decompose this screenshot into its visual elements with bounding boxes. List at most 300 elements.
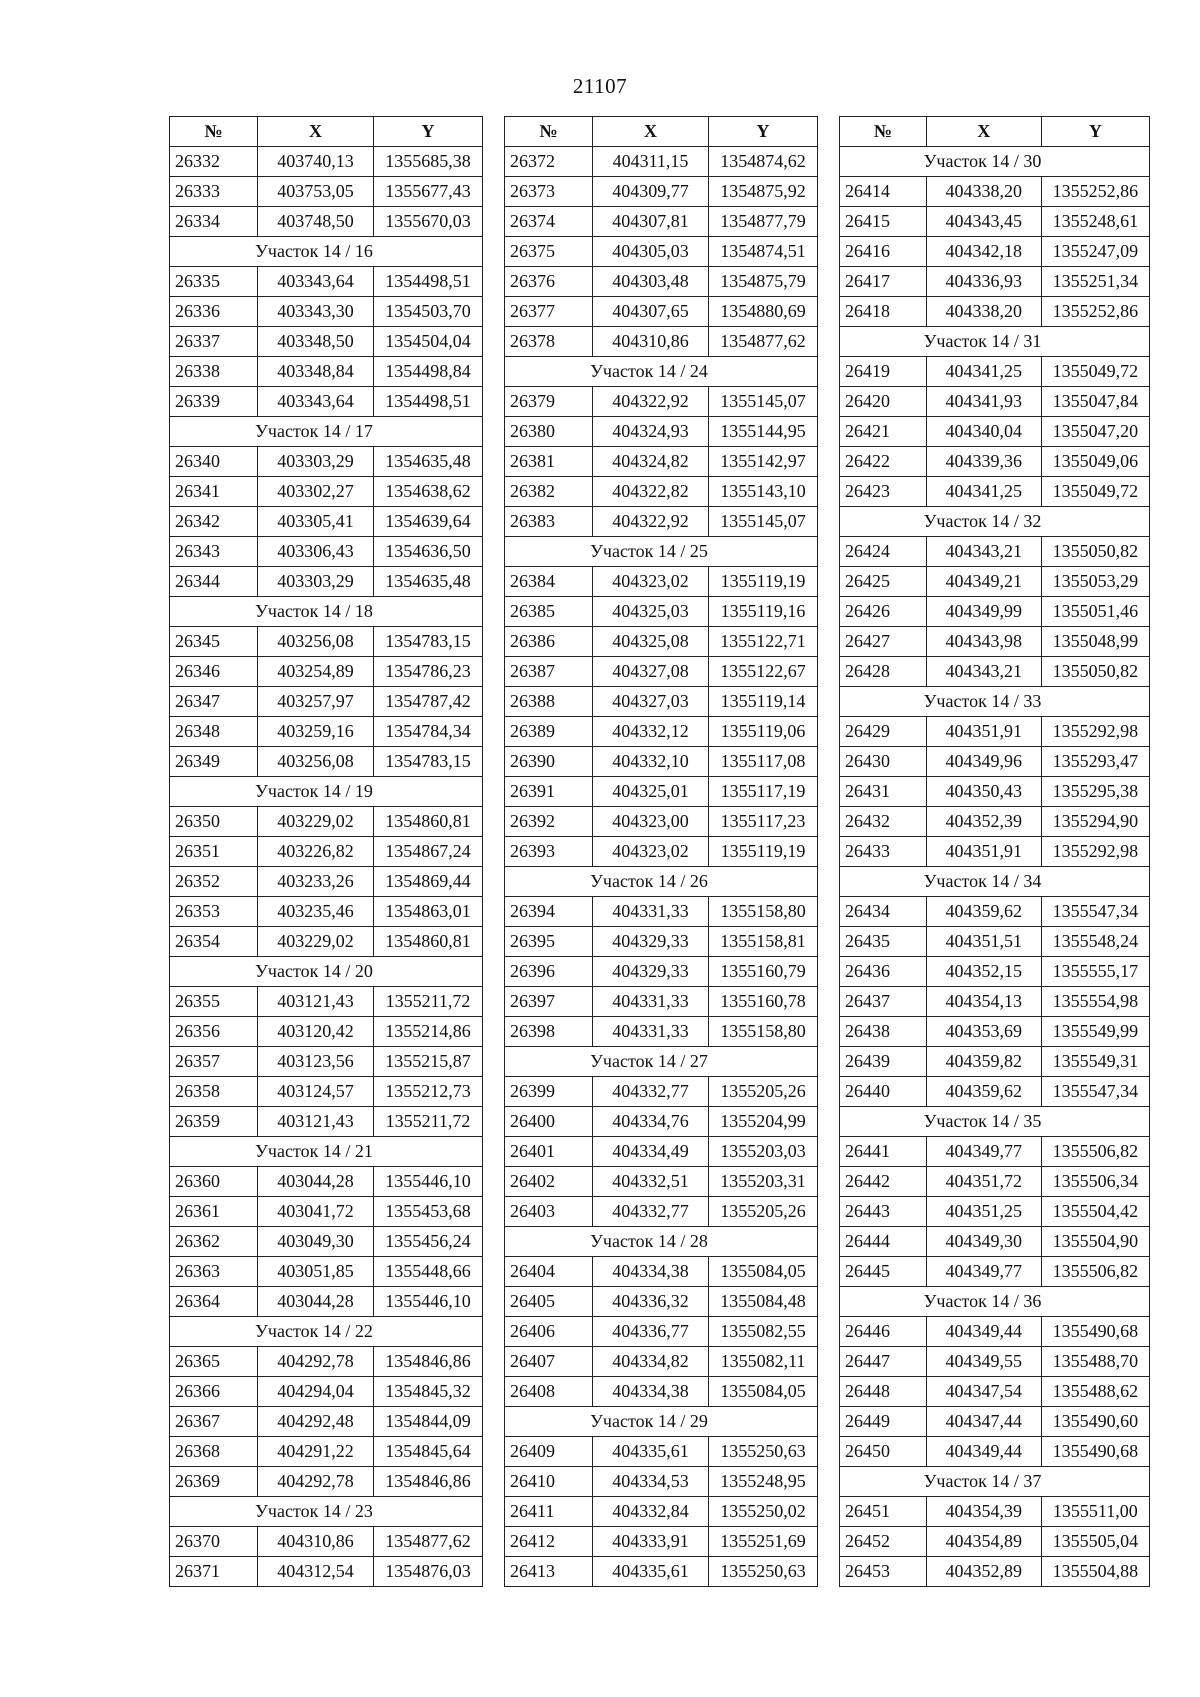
y-coordinate: 1354638,62 (374, 477, 483, 507)
point-number: 26435 (840, 927, 927, 957)
y-coordinate: 1355158,81 (709, 927, 818, 957)
point-number: 26387 (505, 657, 593, 687)
point-number: 26430 (840, 747, 927, 777)
x-coordinate: 404303,48 (593, 267, 709, 297)
x-coordinate: 403049,30 (258, 1227, 374, 1257)
y-coordinate: 1355506,82 (1041, 1137, 1149, 1167)
x-coordinate: 404332,12 (593, 717, 709, 747)
table-row (505, 1197, 818, 1227)
y-coordinate: 1354860,81 (374, 927, 483, 957)
table-row (505, 567, 818, 597)
point-number: 26450 (840, 1437, 927, 1467)
point-number: 26409 (505, 1437, 593, 1467)
point-number: 26375 (505, 237, 593, 267)
table-row (170, 1017, 483, 1047)
table-row (840, 897, 1150, 927)
y-coordinate: 1354880,69 (709, 297, 818, 327)
y-coordinate: 1354498,84 (374, 357, 483, 387)
x-coordinate: 404291,22 (258, 1437, 374, 1467)
table-row (170, 837, 483, 867)
table-row (505, 387, 818, 417)
x-coordinate: 404349,44 (926, 1317, 1041, 1347)
table-row (170, 747, 483, 777)
x-coordinate: 404359,62 (926, 897, 1041, 927)
table-row (840, 837, 1150, 867)
table-row (840, 387, 1150, 417)
x-coordinate: 403259,16 (258, 717, 374, 747)
table-row (840, 657, 1150, 687)
x-coordinate: 404323,00 (593, 807, 709, 837)
y-coordinate: 1355547,34 (1041, 897, 1149, 927)
table-row (170, 897, 483, 927)
y-coordinate: 1354875,92 (709, 177, 818, 207)
point-number: 26382 (505, 477, 593, 507)
table-row (840, 957, 1150, 987)
point-number: 26425 (840, 567, 927, 597)
point-number: 26363 (170, 1257, 258, 1287)
y-coordinate: 1355488,70 (1041, 1347, 1149, 1377)
section-title: Участок 14 / 23 (255, 1501, 373, 1521)
point-number: 26340 (170, 447, 258, 477)
point-number: 26380 (505, 417, 593, 447)
y-coordinate: 1355549,99 (1041, 1017, 1149, 1047)
y-coordinate: 1355248,61 (1041, 207, 1149, 237)
y-coordinate: 1355047,20 (1041, 417, 1149, 447)
x-coordinate: 404338,20 (926, 297, 1041, 327)
x-coordinate: 404351,72 (926, 1167, 1041, 1197)
x-coordinate: 404349,30 (926, 1227, 1041, 1257)
table-row (505, 1377, 818, 1407)
table-row (840, 1407, 1150, 1437)
table-row (840, 747, 1150, 777)
point-number: 26388 (505, 687, 593, 717)
table-row (505, 1437, 818, 1467)
y-coordinate: 1355252,86 (1041, 297, 1149, 327)
y-coordinate: 1354635,48 (374, 447, 483, 477)
section-title: Участок 14 / 22 (255, 1321, 373, 1341)
point-number: 26419 (840, 357, 927, 387)
section-title: Участок 14 / 36 (923, 1291, 1042, 1311)
table-row (170, 1107, 483, 1137)
x-coordinate: 404335,61 (593, 1557, 709, 1587)
y-coordinate: 1354875,79 (709, 267, 818, 297)
x-coordinate: 404329,33 (593, 957, 709, 987)
y-coordinate: 1355049,72 (1041, 477, 1149, 507)
y-coordinate: 1355292,98 (1041, 837, 1149, 867)
x-coordinate: 403120,42 (258, 1017, 374, 1047)
y-coordinate: 1355143,10 (709, 477, 818, 507)
x-coordinate: 404336,77 (593, 1317, 709, 1347)
point-number: 26362 (170, 1227, 258, 1257)
y-coordinate: 1354874,62 (709, 147, 818, 177)
x-coordinate: 404349,44 (926, 1437, 1041, 1467)
y-coordinate: 1354787,42 (374, 687, 483, 717)
table-row (170, 1377, 483, 1407)
y-coordinate: 1355142,97 (709, 447, 818, 477)
table-row (170, 1557, 483, 1587)
point-number: 26345 (170, 627, 258, 657)
x-coordinate: 404307,81 (593, 207, 709, 237)
y-coordinate: 1355547,34 (1041, 1077, 1149, 1107)
point-number: 26453 (840, 1557, 927, 1587)
table-row (505, 1017, 818, 1047)
table-row (840, 1557, 1150, 1587)
section-row (170, 237, 483, 267)
y-coordinate: 1355050,82 (1041, 537, 1149, 567)
y-coordinate: 1355490,60 (1041, 1407, 1149, 1437)
point-number: 26402 (505, 1167, 593, 1197)
x-coordinate: 404325,03 (593, 597, 709, 627)
x-coordinate: 404331,33 (593, 897, 709, 927)
x-coordinate: 403044,28 (258, 1167, 374, 1197)
y-coordinate: 1355505,04 (1041, 1527, 1149, 1557)
table-row (170, 1407, 483, 1437)
y-coordinate: 1355488,62 (1041, 1377, 1149, 1407)
table-row (170, 1047, 483, 1077)
y-coordinate: 1355548,24 (1041, 927, 1149, 957)
y-coordinate: 1355048,99 (1041, 627, 1149, 657)
x-coordinate: 404331,33 (593, 987, 709, 1017)
point-number: 26420 (840, 387, 927, 417)
y-coordinate: 1355250,63 (709, 1437, 818, 1467)
y-coordinate: 1355204,99 (709, 1107, 818, 1137)
x-coordinate: 404352,15 (926, 957, 1041, 987)
x-coordinate: 404347,54 (926, 1377, 1041, 1407)
point-number: 26408 (505, 1377, 593, 1407)
section-row (170, 777, 483, 807)
x-coordinate: 404292,78 (258, 1347, 374, 1377)
table-row (505, 1347, 818, 1377)
point-number: 26448 (840, 1377, 927, 1407)
section-row (170, 1137, 483, 1167)
y-coordinate: 1355490,68 (1041, 1437, 1149, 1467)
point-number: 26342 (170, 507, 258, 537)
header-row (505, 117, 818, 147)
x-coordinate: 404339,36 (926, 447, 1041, 477)
table-row (505, 987, 818, 1017)
y-coordinate: 1355685,38 (374, 147, 483, 177)
section-row (170, 597, 483, 627)
y-coordinate: 1355555,17 (1041, 957, 1149, 987)
point-number: 26378 (505, 327, 593, 357)
section-title: Участок 14 / 25 (590, 541, 708, 561)
table-row (505, 657, 818, 687)
x-coordinate: 404292,48 (258, 1407, 374, 1437)
header-row (840, 117, 1150, 147)
point-number: 26412 (505, 1527, 593, 1557)
point-number: 26415 (840, 207, 927, 237)
point-number: 26397 (505, 987, 593, 1017)
y-coordinate: 1354783,15 (374, 747, 483, 777)
point-number: 26335 (170, 267, 258, 297)
y-coordinate: 1355145,07 (709, 507, 818, 537)
table-row (505, 1077, 818, 1107)
table-row (840, 1017, 1150, 1047)
y-coordinate: 1355554,98 (1041, 987, 1149, 1017)
point-number: 26432 (840, 807, 927, 837)
table-row (505, 897, 818, 927)
y-coordinate: 1355251,34 (1041, 267, 1149, 297)
section-row (840, 1107, 1150, 1137)
y-coordinate: 1355053,29 (1041, 567, 1149, 597)
y-coordinate: 1355051,46 (1041, 597, 1149, 627)
y-coordinate: 1355144,95 (709, 417, 818, 447)
y-coordinate: 1355293,47 (1041, 747, 1149, 777)
y-coordinate: 1354877,62 (374, 1527, 483, 1557)
section-title: Участок 14 / 34 (923, 871, 1042, 891)
y-coordinate: 1355212,73 (374, 1077, 483, 1107)
table-row (505, 627, 818, 657)
x-coordinate: 403303,29 (258, 567, 374, 597)
x-coordinate: 404341,25 (926, 357, 1041, 387)
point-number: 26445 (840, 1257, 927, 1287)
table-row (840, 777, 1150, 807)
coordinate-table (839, 116, 1150, 1587)
table-row (840, 1347, 1150, 1377)
section-title: Участок 14 / 16 (255, 241, 373, 261)
point-number: 26358 (170, 1077, 258, 1107)
x-coordinate: 404347,44 (926, 1407, 1041, 1437)
table-row (840, 567, 1150, 597)
x-coordinate: 404334,38 (593, 1257, 709, 1287)
x-coordinate: 404323,02 (593, 567, 709, 597)
x-coordinate: 404322,82 (593, 477, 709, 507)
x-coordinate: 404359,82 (926, 1047, 1041, 1077)
section-title: Участок 14 / 20 (255, 961, 373, 981)
x-coordinate: 403233,26 (258, 867, 374, 897)
x-coordinate: 403348,50 (258, 327, 374, 357)
table-row (840, 447, 1150, 477)
table-row (505, 597, 818, 627)
x-coordinate: 403044,28 (258, 1287, 374, 1317)
point-number: 26421 (840, 417, 927, 447)
x-coordinate: 404334,82 (593, 1347, 709, 1377)
point-number: 26414 (840, 177, 927, 207)
y-coordinate: 1355122,67 (709, 657, 818, 687)
x-coordinate: 404324,82 (593, 447, 709, 477)
point-number: 26374 (505, 207, 593, 237)
point-number: 26356 (170, 1017, 258, 1047)
table-row (505, 1527, 818, 1557)
y-coordinate: 1355119,19 (709, 567, 818, 597)
y-coordinate: 1355158,80 (709, 1017, 818, 1047)
table-row (840, 717, 1150, 747)
point-number: 26418 (840, 297, 927, 327)
y-coordinate: 1355446,10 (374, 1287, 483, 1317)
y-coordinate: 1354876,03 (374, 1557, 483, 1587)
point-number: 26334 (170, 207, 258, 237)
point-number: 26350 (170, 807, 258, 837)
column-header-y: Y (709, 117, 818, 147)
table-row (840, 417, 1150, 447)
x-coordinate: 404349,77 (926, 1257, 1041, 1287)
x-coordinate: 404354,39 (926, 1497, 1041, 1527)
table-row (170, 447, 483, 477)
y-coordinate: 1355511,00 (1041, 1497, 1149, 1527)
table-row (840, 1317, 1150, 1347)
x-coordinate: 403305,41 (258, 507, 374, 537)
y-coordinate: 1355047,84 (1041, 387, 1149, 417)
point-number: 26348 (170, 717, 258, 747)
section-row (840, 1467, 1150, 1497)
table-row (170, 1467, 483, 1497)
table-row (840, 1047, 1150, 1077)
x-coordinate: 403257,97 (258, 687, 374, 717)
x-coordinate: 403256,08 (258, 627, 374, 657)
x-coordinate: 403254,89 (258, 657, 374, 687)
y-coordinate: 1355453,68 (374, 1197, 483, 1227)
point-number: 26355 (170, 987, 258, 1017)
coordinate-table (169, 116, 483, 1587)
y-coordinate: 1355215,87 (374, 1047, 483, 1077)
x-coordinate: 404336,93 (926, 267, 1041, 297)
point-number: 26337 (170, 327, 258, 357)
x-coordinate: 403748,50 (258, 207, 374, 237)
table-row (170, 867, 483, 897)
section-row (505, 867, 818, 897)
section-title: Участок 14 / 32 (923, 511, 1042, 531)
page-number: 21107 (572, 74, 628, 98)
x-coordinate: 404332,51 (593, 1167, 709, 1197)
section-title: Участок 14 / 35 (923, 1111, 1042, 1131)
point-number: 26369 (170, 1467, 258, 1497)
x-coordinate: 404324,93 (593, 417, 709, 447)
x-coordinate: 404338,20 (926, 177, 1041, 207)
table-row (505, 207, 818, 237)
x-coordinate: 404335,61 (593, 1437, 709, 1467)
x-coordinate: 404332,77 (593, 1077, 709, 1107)
table-row (505, 297, 818, 327)
point-number: 26439 (840, 1047, 927, 1077)
point-number: 26370 (170, 1527, 258, 1557)
y-coordinate: 1355294,90 (1041, 807, 1149, 837)
x-coordinate: 404349,77 (926, 1137, 1041, 1167)
table-row (840, 987, 1150, 1017)
point-number: 26422 (840, 447, 927, 477)
y-coordinate: 1355456,24 (374, 1227, 483, 1257)
y-coordinate: 1355677,43 (374, 177, 483, 207)
point-number: 26376 (505, 267, 593, 297)
section-row (840, 327, 1150, 357)
x-coordinate: 403226,82 (258, 837, 374, 867)
table-row (170, 1077, 483, 1107)
point-number: 26353 (170, 897, 258, 927)
table-row (170, 327, 483, 357)
table-row (505, 1137, 818, 1167)
point-number: 26377 (505, 297, 593, 327)
point-number: 26360 (170, 1167, 258, 1197)
point-number: 26364 (170, 1287, 258, 1317)
point-number: 26427 (840, 627, 927, 657)
section-row (170, 1317, 483, 1347)
point-number: 26398 (505, 1017, 593, 1047)
section-title: Участок 14 / 33 (923, 691, 1042, 711)
x-coordinate: 404349,99 (926, 597, 1041, 627)
section-title: Участок 14 / 24 (590, 361, 708, 381)
table-row (505, 1497, 818, 1527)
x-coordinate: 403124,57 (258, 1077, 374, 1107)
section-title: Участок 14 / 21 (255, 1141, 373, 1161)
x-coordinate: 404336,32 (593, 1287, 709, 1317)
point-number: 26438 (840, 1017, 927, 1047)
point-number: 26339 (170, 387, 258, 417)
x-coordinate: 404305,03 (593, 237, 709, 267)
y-coordinate: 1355248,95 (709, 1467, 818, 1497)
point-number: 26424 (840, 537, 927, 567)
y-coordinate: 1355084,05 (709, 1257, 818, 1287)
table-row (170, 537, 483, 567)
x-coordinate: 404343,21 (926, 657, 1041, 687)
section-row (840, 687, 1150, 717)
point-number: 26357 (170, 1047, 258, 1077)
table-row (505, 237, 818, 267)
table-row (170, 147, 483, 177)
point-number: 26389 (505, 717, 593, 747)
x-coordinate: 404294,04 (258, 1377, 374, 1407)
point-number: 26343 (170, 537, 258, 567)
point-number: 26416 (840, 237, 927, 267)
table-row (840, 597, 1150, 627)
point-number: 26426 (840, 597, 927, 627)
point-number: 26367 (170, 1407, 258, 1437)
table-row (505, 1287, 818, 1317)
y-coordinate: 1354877,79 (709, 207, 818, 237)
table-row (170, 1437, 483, 1467)
x-coordinate: 404334,38 (593, 1377, 709, 1407)
x-coordinate: 404351,91 (926, 717, 1041, 747)
point-number: 26368 (170, 1437, 258, 1467)
point-number: 26403 (505, 1197, 593, 1227)
point-number: 26444 (840, 1227, 927, 1257)
x-coordinate: 404353,69 (926, 1017, 1041, 1047)
point-number: 26344 (170, 567, 258, 597)
table-row (170, 1287, 483, 1317)
point-number: 26399 (505, 1077, 593, 1107)
x-coordinate: 403343,64 (258, 387, 374, 417)
table-row (505, 447, 818, 477)
table-row (170, 297, 483, 327)
point-number: 26385 (505, 597, 593, 627)
y-coordinate: 1355211,72 (374, 1107, 483, 1137)
point-number: 26449 (840, 1407, 927, 1437)
x-coordinate: 404322,92 (593, 387, 709, 417)
section-title: Участок 14 / 29 (590, 1411, 708, 1431)
point-number: 26447 (840, 1347, 927, 1377)
y-coordinate: 1355049,72 (1041, 357, 1149, 387)
table-row (840, 1227, 1150, 1257)
point-number: 26452 (840, 1527, 927, 1557)
x-coordinate: 404327,03 (593, 687, 709, 717)
table-row (840, 1077, 1150, 1107)
point-number: 26407 (505, 1347, 593, 1377)
section-row (505, 537, 818, 567)
table-row (840, 1197, 1150, 1227)
table-row (170, 267, 483, 297)
y-coordinate: 1355050,82 (1041, 657, 1149, 687)
table-row (505, 1467, 818, 1497)
section-title: Участок 14 / 30 (923, 151, 1042, 171)
x-coordinate: 404341,25 (926, 477, 1041, 507)
table-row (840, 807, 1150, 837)
x-coordinate: 403041,72 (258, 1197, 374, 1227)
table-row (840, 477, 1150, 507)
y-coordinate: 1354869,44 (374, 867, 483, 897)
table-row (505, 687, 818, 717)
x-coordinate: 404292,78 (258, 1467, 374, 1497)
point-number: 26381 (505, 447, 593, 477)
table-row (170, 387, 483, 417)
x-coordinate: 404329,33 (593, 927, 709, 957)
